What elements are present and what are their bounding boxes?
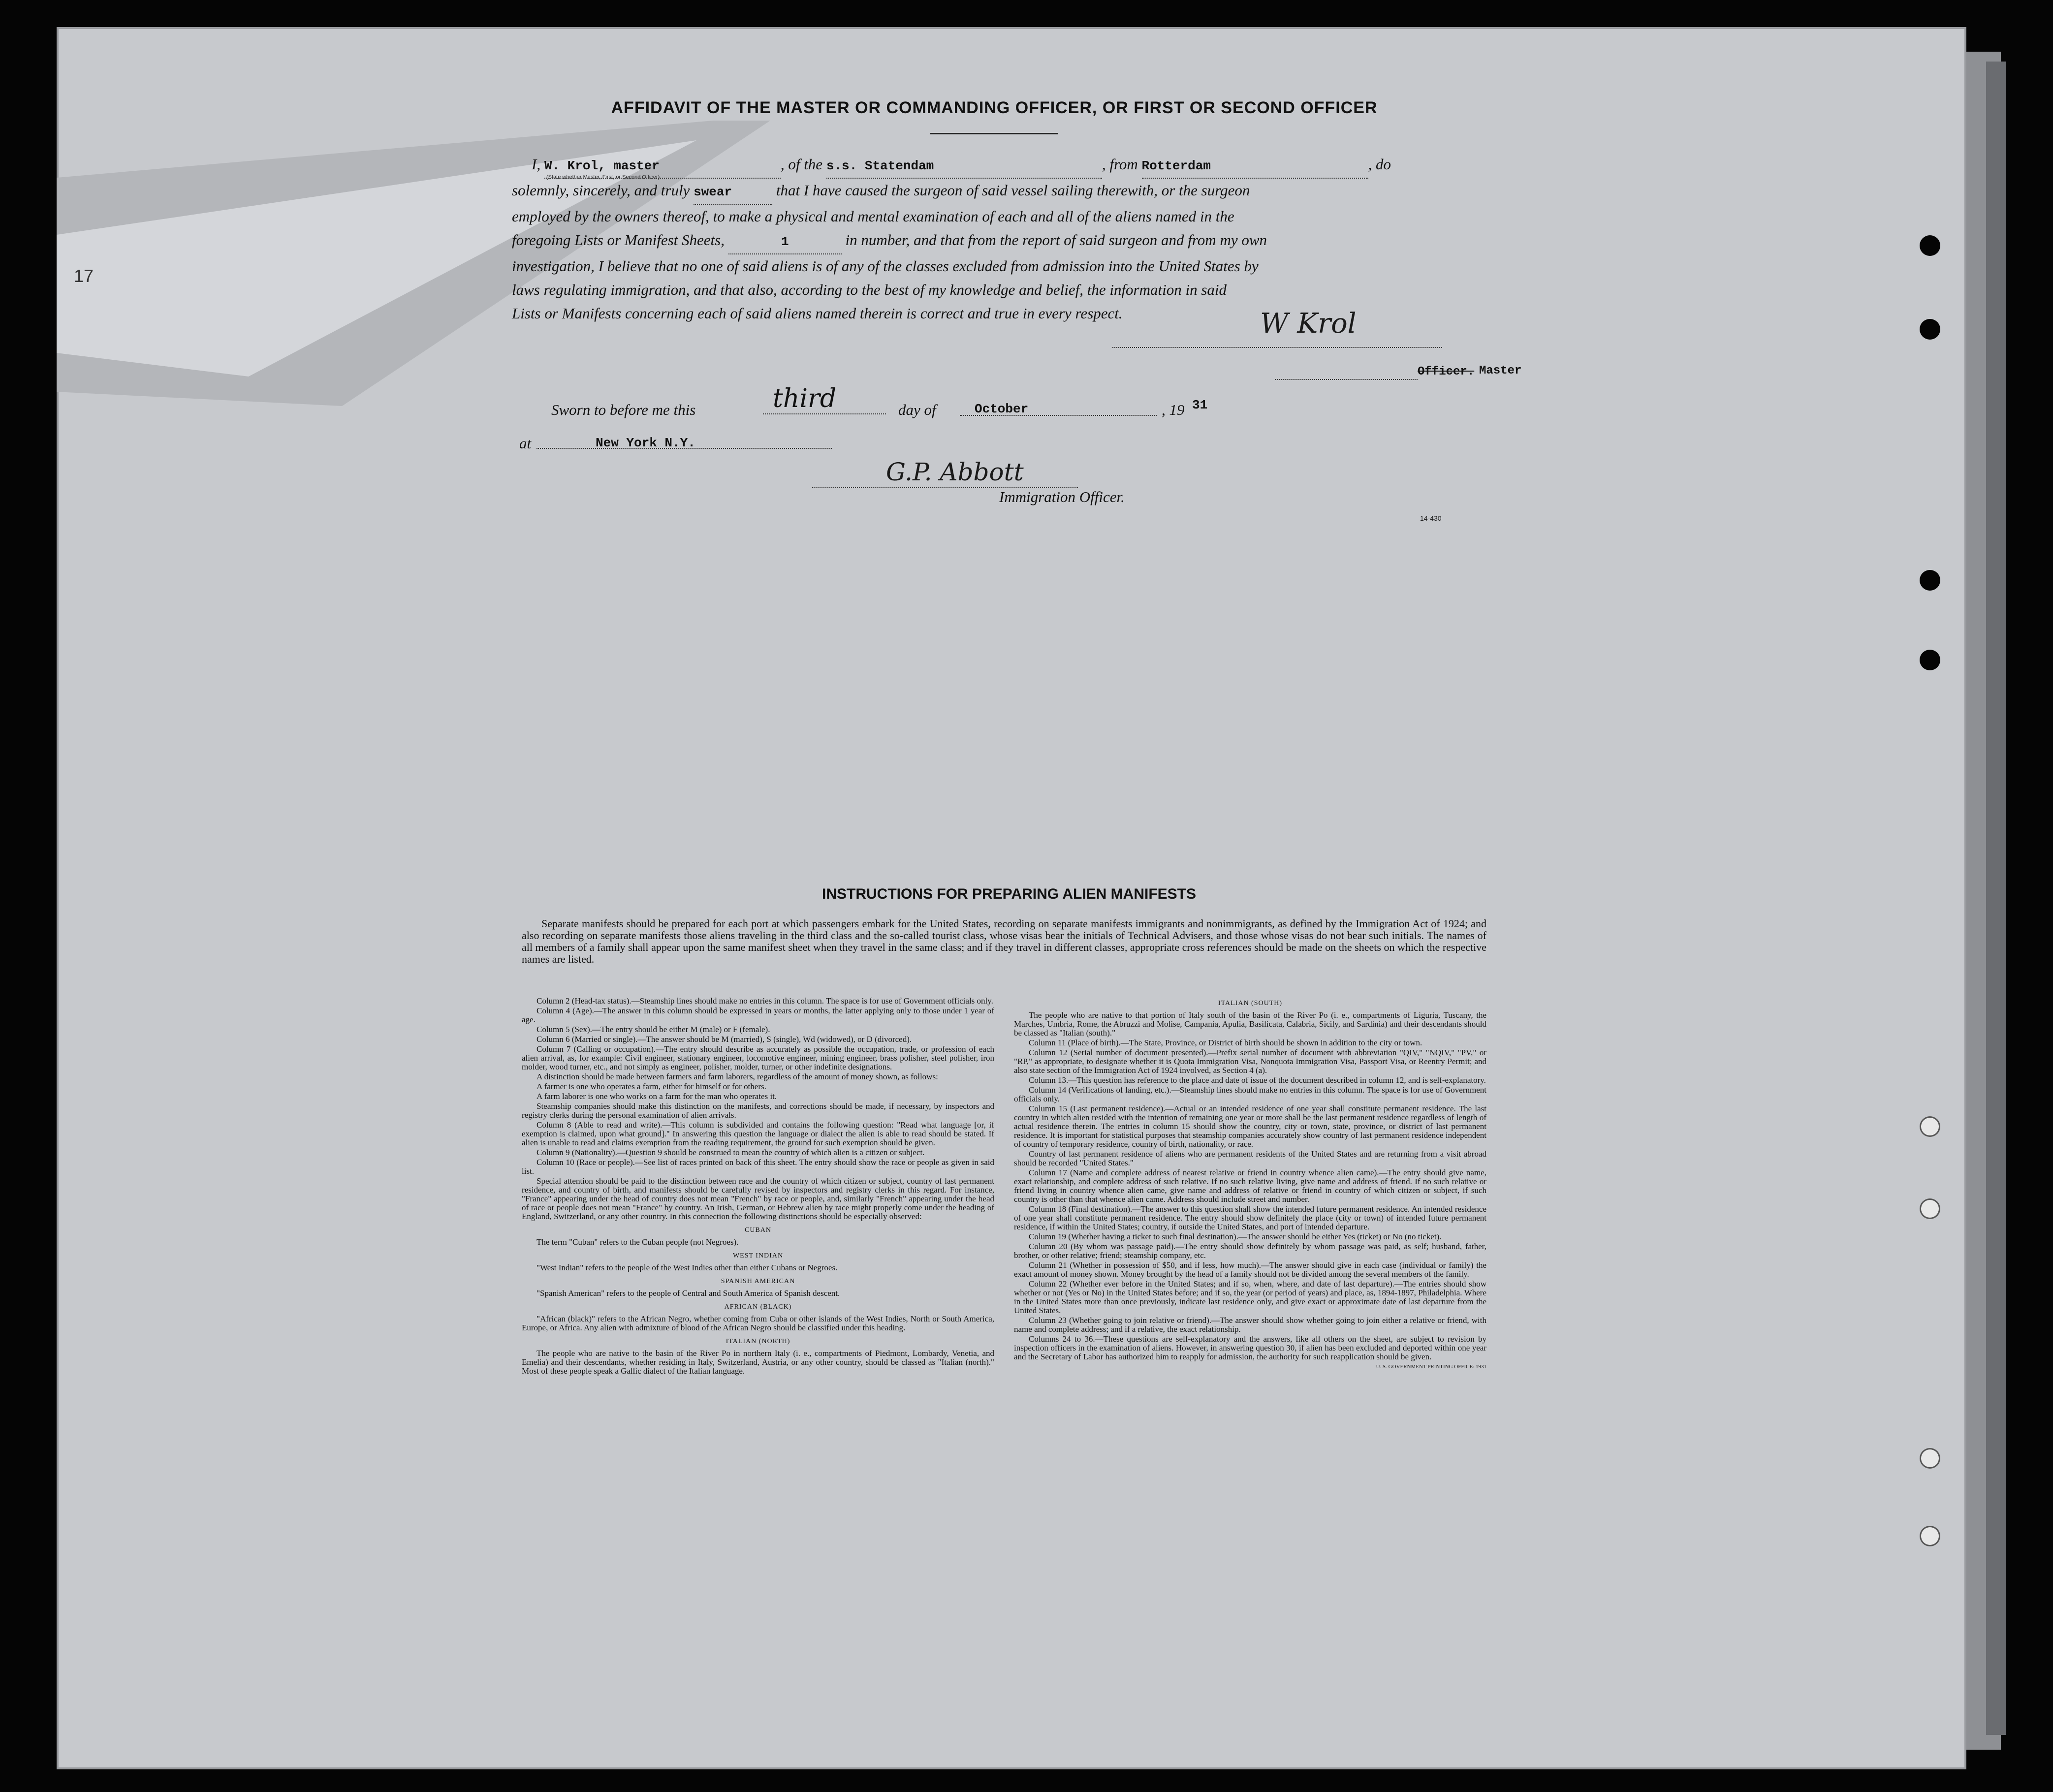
binder-hole xyxy=(1920,1198,1940,1219)
sworn-month-line xyxy=(960,415,1157,416)
west-indian-heading: WEST INDIAN xyxy=(732,1252,784,1259)
african-heading: AFRICAN (BLACK) xyxy=(724,1303,792,1311)
instruction-paragraph: Column 22 (Whether ever before in the United States; and if so, when, where, and date of last departure).—The entries should show whether or not (Yes or No) in the United States before; and if so, the year (or period of years) and place, as, 1894-1897, Philadelphia. Where in the United States more than once previously, indicate last residence only, and give exact or approximate date of last departure from the United States. xyxy=(1014,1279,1486,1315)
instruction-paragraph: Column 8 (Able to read and write).—This column is subdivided and contains the following question: "Read what language [or, if exemption is claimed, upon what ground]." In answering this question the language or dialect the alien is able to read should be stated. If alien is unable to read and claims exemption from the reading requirement, the ground for such exemption should be given. xyxy=(522,1120,994,1147)
underlying-pages-edge xyxy=(1986,62,2006,1735)
officer-label-struck: Officer. xyxy=(1418,365,1475,378)
instruction-paragraph: Column 18 (Final destination).—The answer to this question shall show the intended future permanent residence. An intended residence of one year shall constitute permanent residence. The entry should show definitely the place (city or town) of intended future permanent residence, if within the United States; country, if outside the United States, and port of intended departure. xyxy=(1014,1204,1486,1231)
sworn-day-value: third xyxy=(773,384,837,413)
sworn-day-line xyxy=(763,413,886,414)
at-label: at xyxy=(519,435,532,452)
master-name-field: W. Krol, master xyxy=(544,154,781,179)
instruction-paragraph: Column 9 (Nationality).—Question 9 should be construed to mean the country of which alien is a citizen or subject. xyxy=(537,1148,925,1157)
sworn-year-value: 31 xyxy=(1192,398,1208,412)
immigration-officer-signature: G.P. Abbott xyxy=(886,458,1024,486)
west-indian-text: "West Indian" refers to the people of the West Indies other than either Cubans or Negroes. xyxy=(537,1263,838,1272)
oath-field: swear xyxy=(694,180,772,205)
instruction-paragraph: Column 23 (Whether going to join relative or friend).—The answer should show whether going to join either a relative or friend, with name and complete address; and if a relative, the exact relationship. xyxy=(1014,1316,1486,1334)
cuban-heading: CUBAN xyxy=(744,1226,771,1234)
instructions-intro: Separate manifests should be prepared for each port at which passengers embark for the United States, recording on separate manifests immigrants and nonimmigrants, as defined by the Immigration Act of 1924; and also recording on separate manifests those aliens traveling in the third class and the so-called tourist class, whose visas bear the initials of Technical Advisers, and those whose visas do not bear such initials. The names of all members of a family shall appear upon the same manifest sheet when they travel in the same class; and if they travel in different classes, appropriate cross references should be made on the sheets on which the respective names are listed. xyxy=(522,917,1486,965)
departure-port-field: Rotterdam xyxy=(1142,154,1368,179)
officer-label: Master xyxy=(1479,364,1522,377)
italian-north-text: The people who are native to the basin of the River Po in northern Italy (i. e., compartments of Piedmont, Lombardy, Venetia, and Emelia) and their descendants, whether residing in Italy, Switzerland, Austria, or any other country, should be classed as "Italian (north)." Most of these people speak a Gallic dialect of the Italian language. xyxy=(522,1349,994,1376)
instruction-paragraph: Column 15 (Last permanent residence).—Actual or an intended residence of one year shall constitute permanent residence. The last country in which alien resided with the intention of remaining one year or more shall be the last permanent residence regardless of length of actual residence therein. The entries in column 15 should show the country, city or town, state, province, or district of last permanent residence. It is important for statistical purposes that steamship companies accurately show country of last permanent residence independent of country of temporary residence, country of birth, nationality, or race. xyxy=(1014,1104,1486,1149)
instruction-paragraph: The people who are native to that portion of Italy south of the basin of the River Po (i. e., compartments of Liguria, Tuscany, the Marches, Umbria, Rome, the Abruzzi and Molise, Campania, Apulia, Basilicata, Calabria, Sicily, and Sardinia) and their descendants should be classed as "Italian (south)." xyxy=(1014,1010,1486,1037)
instruction-paragraph: Column 14 (Verifications of landing, etc.).—Steamship lines should make no entries in this column. The space is for use of Government officials only. xyxy=(1014,1085,1486,1103)
affidavit-line-5: investigation, I believe that no one of said aliens is of any of the classes excluded from admission into the United States by xyxy=(512,257,1259,275)
instruction-paragraph: Special attention should be paid to the distinction between race and the country of which citizen or subject, country of last permanent residence, and country of birth, and manifests should be carefully revised by inspectors and registry clerks in this regard. For instance, "France" appearing under the head of country does not mean "French" by race or people, and, similarly "French" appearing under the head of race or people does not mean "France" by country. An Irish, German, or Hebrew alien by race might properly come under the heading of England, Switzerland, or any other country. In this connection the following distinctions should be especially observed: xyxy=(522,1176,994,1221)
italian-north-heading: ITALIAN (NORTH) xyxy=(726,1338,790,1345)
vessel-name-field: s.s. Statendam xyxy=(826,154,1102,179)
instruction-paragraph: Steamship companies should make this distinction on the manifests, and corrections should be made, if necessary, by inspectors and registry clerks during the personal examination of alien arrivals. xyxy=(522,1101,994,1120)
binder-hole xyxy=(1920,1448,1940,1469)
instruction-paragraph: Column 10 (Race or people).—See list of races printed on back of this sheet. The entry should show the race or people as given in said list. xyxy=(522,1158,994,1176)
cuban-text: The term "Cuban" refers to the Cuban people (not Negroes). xyxy=(537,1237,739,1247)
binder-hole xyxy=(1920,235,1940,256)
immigration-officer-label: Immigration Officer. xyxy=(999,488,1125,505)
form-number: 14-430 xyxy=(1420,514,1442,522)
instruction-paragraph: Column 4 (Age).—The answer in this column should be expressed in years or months, the latter applying only to those under 1 year of age. xyxy=(522,1006,994,1024)
binder-hole xyxy=(1920,1526,1940,1546)
binder-hole xyxy=(1920,650,1940,670)
affidavit-line-6: laws regulating immigration, and that also, according to the best of my knowledge and belief, the information in said xyxy=(512,281,1227,298)
rank-note: (State whether Master, First, or Second Officer) xyxy=(546,174,660,180)
affidavit-line-7: Lists or Manifests concerning each of said aliens named therein is correct and true in every respect. xyxy=(512,305,1123,322)
instruction-paragraph: A farmer is one who operates a farm, either for himself or for others. xyxy=(537,1082,766,1091)
affidavit-line-1: I, W. Krol, master , of the s.s. Statendam , from Rotterdam , do xyxy=(512,153,1496,179)
instruction-paragraph: Column 17 (Name and complete address of nearest relative or friend in country whence alien came).—The entry should give name, exact relationship, and complete address of such relative. If no such relative living, give name and address of friend. If no such relative or friend living in country whence alien came, give name and address of relative or friend in country of which citizen or subject, if such country is other than that whence alien came. Address should include street and number. xyxy=(1014,1168,1486,1204)
instruction-paragraph: Country of last permanent residence of aliens who are permanent residents of the United States and are returning from a visit abroad should be recorded "United States." xyxy=(1014,1149,1486,1167)
at-line xyxy=(537,448,832,449)
instruction-paragraph: Columns 24 to 36.—These questions are self-explanatory and the answers, like all others on the sheet, are subject to revision by inspection officers in the examination of aliens. However, in answering question 30, if alien has been excluded and deported within one year and the Secretary of Labor has authorized him to reapply for admission, the authority for such reapplication should be given. xyxy=(1014,1334,1486,1361)
binder-hole xyxy=(1920,570,1940,591)
affidavit-title: AFFIDAVIT OF THE MASTER OR COMMANDING OFFICER, OR FIRST OR SECOND OFFICER xyxy=(611,98,1378,117)
instruction-paragraph: Column 5 (Sex).—The entry should be either M (male) or F (female). xyxy=(537,1025,770,1034)
instruction-paragraph: Column 21 (Whether in possession of $50, and if less, how much).—The answer should give in each case (individual or family) the exact amount of money shown. Money brought by the head of a family should not be divided among the several members of the family. xyxy=(1014,1260,1486,1279)
binder-hole xyxy=(1920,319,1940,340)
instruction-paragraph: Column 11 (Place of birth).—The State, Province, or District of birth should be shown in addition to the city or town. xyxy=(1029,1038,1422,1047)
sheet-count-field: 1 xyxy=(728,230,842,254)
african-text: "African (black)" refers to the African Negro, whether coming from Cuba or other islands of the West Indies, North or South America, Europe, or Africa. Any alien with admixture of blood of the African Negro should be classified under this heading. xyxy=(522,1314,994,1332)
sworn-month-value: October xyxy=(975,402,1029,416)
sworn-year-prefix: , 19 xyxy=(1162,401,1185,418)
instructions-left-column xyxy=(522,997,994,1377)
italian-south-heading: ITALIAN (SOUTH) xyxy=(1218,1000,1283,1007)
officer-title-line xyxy=(1275,379,1418,380)
at-value: New York N.Y. xyxy=(596,436,695,450)
instruction-paragraph: Column 12 (Serial number of document presented).—Prefix serial number of document with abbreviation "QIV," "NQIV," "PV," or "RP," as appropriate, to designate whether it is Quota Immigration Visa, Nonquota Immigration Visa, Passport Visa, or Reentry Permit; and also state section of the Immigration Act of 1924 involved, as Section 4 (a). xyxy=(1014,1048,1486,1075)
instruction-paragraph: Column 6 (Married or single).—The answer should be M (married), S (single), Wd (widowed), or D (divorced). xyxy=(537,1035,912,1044)
affidavit-line-2: solemnly, sincerely, and truly swear that I have caused the surgeon of said vessel sailing therewith, or the surgeon xyxy=(512,179,1496,205)
instruction-paragraph: Column 13.—This question has reference to the place and date of issue of the document described in column 12, and is self-explanatory. xyxy=(1029,1075,1486,1085)
sworn-day-of: day of xyxy=(898,401,936,418)
spanish-american-heading: SPANISH AMERICAN xyxy=(721,1278,795,1285)
instruction-paragraph: A farm laborer is one who works on a farm for the man who operates it. xyxy=(537,1092,777,1101)
affidavit-line-3: employed by the owners thereof, to make a physical and mental examination of each and all of the aliens named in the xyxy=(512,208,1234,225)
instruction-paragraph: Column 7 (Calling or occupation).—The entry should describe as accurately as possible the occupation, trade, or profession of each alien arrival, as, for example: Civil engineer, stationary engineer, locomotive engineer, mining engineer, brass polisher, steel polisher, iron molder, wood turner, etc., and not simply as engineer, polisher, molder, turner, or other indefinite designations. xyxy=(522,1044,994,1071)
instruction-paragraph: Column 20 (By whom was passage paid).—The entry should show definitely by whom passage was paid, as self; husband, father, brother, or other relative; friend; steamship company, etc. xyxy=(1014,1242,1486,1260)
sworn-prefix: Sworn to before me this xyxy=(551,401,696,418)
signature-line xyxy=(1112,347,1442,348)
instruction-paragraph: A distinction should be made between farmers and farm laborers, regardless of the amount of money shown, as follows: xyxy=(537,1072,938,1081)
instruction-paragraph: Column 19 (Whether having a ticket to such final destination).—The answer should be either Yes (ticket) or No (no ticket). xyxy=(1029,1232,1442,1241)
instructions-right-column xyxy=(1014,999,1486,1372)
printer-line: U. S. GOVERNMENT PRINTING OFFICE: 1931 xyxy=(1376,1364,1486,1370)
spanish-american-text: "Spanish American" refers to the people of Central and South America of Spanish descent. xyxy=(537,1289,840,1298)
binder-hole xyxy=(1920,1116,1940,1137)
instruction-paragraph: Column 2 (Head-tax status).—Steamship lines should make no entries in this column. The space is for use of Government officials only. xyxy=(537,996,993,1006)
master-signature: W Krol xyxy=(1260,308,1357,340)
title-rule xyxy=(930,133,1058,134)
instructions-title: INSTRUCTIONS FOR PREPARING ALIEN MANIFESTS xyxy=(821,886,1197,902)
affidavit-line-4: foregoing Lists or Manifest Sheets, 1 in number, and that from the report of said surgeon and from my own xyxy=(512,228,1496,254)
margin-mark: 17 xyxy=(74,266,94,286)
